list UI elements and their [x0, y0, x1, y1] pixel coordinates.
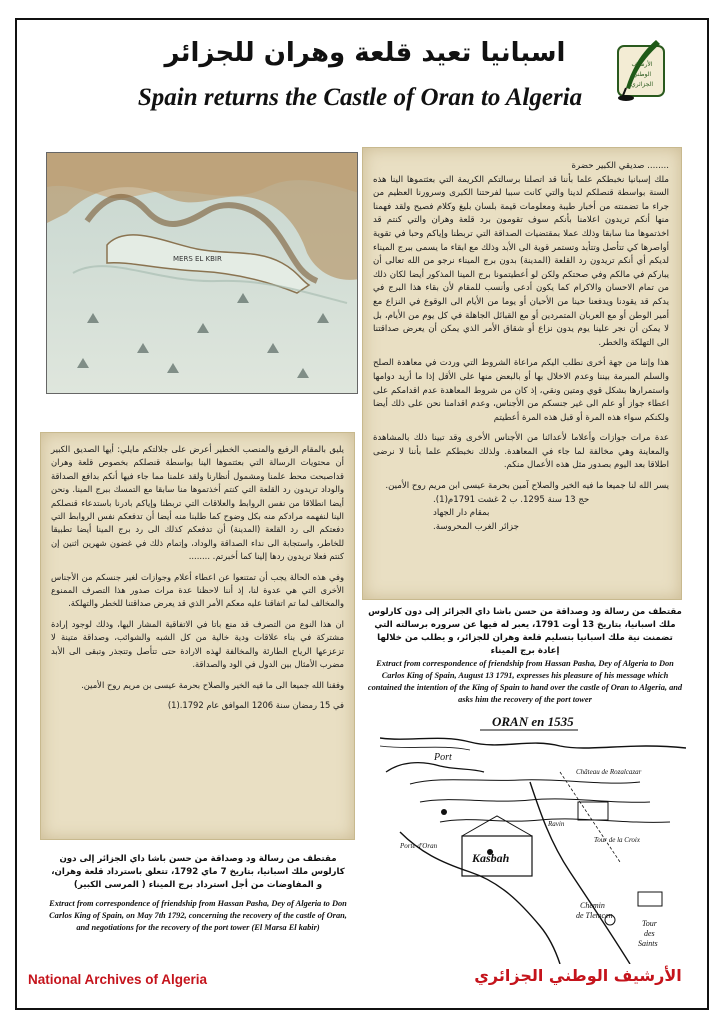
letter-1791-closing: يسر الله لنا جميعا ما فيه الخير والصلاح آمين بحرمة عيسى ابن مريم روح الأمين. — [385, 481, 669, 492]
page-title-ar: اسبانيا تعيد قلعة وهران للجزائر — [164, 38, 566, 68]
letter-1791 — [362, 147, 682, 600]
letter-1791-salutation: ........ صديقي الكبير حضرة — [571, 161, 669, 171]
caption-1791-en: Extract from correspondence of friendship from Hassan Pasha, Dey of Algeria to Don Carlos King of Spain, August 13 1791, expresses his pleasure of his message which contained the intention of the King of Spain to hand over the castle of Oran to Algeria, and asks him the recovery of the port tower — [367, 659, 683, 704]
letter-1792-paragraph: ان هذا النوع من التصرف قد منع باتا في الاتفاقية المشار اليها، وذلك لوجود إرادة مشتركة في بناء علاقات ودية خالية من كل الشبه والشوائب، وصداقة متينة لا تزعزعها الرياح الطارئة والمخالفة لهذه الارادة حتى تتأصل وتتجذر وتبقى الى الأبد مضرب الأمثال بين الدول في الود والصداقة. — [51, 618, 344, 670]
page-title-en: Spain returns the Castle of Oran to Algeria — [137, 84, 583, 111]
oran-1535-map — [380, 712, 686, 964]
svg-text:الأرشيف: الأرشيف — [631, 61, 653, 68]
caption-1792 — [48, 853, 348, 934]
caption-1792-en: Extract from correspondence of friendship from Hassan Pasha, Dey of Algeria to Don Carlos King of Spain, on May 7th 1792, concerning the recovery of the castle of Oran, and negotiations for the recovery of the port tower (El Marsa El kabir) — [49, 899, 347, 932]
svg-text:الوطني: الوطني — [632, 71, 652, 78]
caption-1792-ar: مقتطف من رسالة ود وصداقة من حسن باشا داي الجزائر إلى دون كارلوس ملك اسبانيا، بتاريخ 7 ماي 1792، تتعلق باسترداد قلعة وهران، و المفاوضات من أجل استرداد برج الميناء ( المرسى الكبير) — [51, 854, 345, 890]
old-map-label-port: Port — [434, 752, 452, 763]
letter-1791-paragraph: ملك إسبانيا نخبطكم علما بأننا قد اتصلنا برسالتكم الكريمة التي بعثتموها الينا هذه السنة بواسطة قنصلكم لدينا والتي كانت سببا لفرحتنا الكبرى وسرورنا العظيم من جراء ما تضمنته من أخبار طيبة ومعلومات قيمة بلسان بليغ وكلام فصيح ولقد فهمنا منها أنكم تريدون اعلامنا بأنكم سوف تقومون برد قلعة وهران والتي كنتم قد اخذتموها منا سابقا وذلك عملا بمقتضيات الصداقة التي تربطنا وإياكم وحبا في تقوية أواصرها كي تتأصل وتتأبد وتستمر قوية الى الأبد وذلك مع ابقاء ما يسمى ببرج الميناء لديكم أي أنكم تريدون رد القلعة (المدينة) بدون برج الميناء نرجو من الله تعالى أن يباركم في مالكم وفي صحتكم ولكن لو أعطيتمونا برج المينا المذكور أيضا لكان ذلك من تمام الاحسان والاكرام كما يكون أدعى وأنسب للمقام لأن بقاء هذا البرج في يدكم قد يقودنا ويدفعنا حينا من الأحيان أو يوما من الأيام الى الوقوع في النزاع مع أمير الوطن أو مع العربان المتمردين أو مع القبائل الجاهلة في كل يوم من الأيام، بل لا يمكن أن نجر علينا يوم يدون نزاع أو شقاق الأمر الذي يمكن أن يعرض صداقتنا الى التهلكة والخطر. — [373, 174, 669, 348]
letter-1791-paragraph: هذا وإننا من جهة أخرى نطلب اليكم مراعاة الشروط التي وردت في معاهدة الصلح والسلم المبرمة بيننا وعدم الاخلال بها أو بالبعض منها على الأقل إذا ما أريد دوامها واستمرارها بشكل قوي ومتين ونقي، إذ كان من شروط المعاهدة عدم اقدامكم على اعطاء جواز أو علم الى غير جنسكم من الأجناس، وعدم اقدامنا نحن على ذلك أيضا ولكنكم سواء هذه المرة أو قبل هذه المرة أعطيتم — [373, 358, 669, 423]
old-map-label-tour-fort: Tour de la Croix — [594, 836, 640, 844]
letter-1792-paragraph: وفي هذه الحالة يجب أن تمتنعوا عن اعطاء أعلام وجوازات لغير جنسكم من الأجناس الأخرى التي هي عدوة لنا، إذ أننا لاحظنا عدة مرات صدور هذا التصرف الممنوع والمخالف لما تم اتفاقنا عليه معكم الأمر الذي قد يعرض صداقتنا للخطر والتهلكة. — [51, 571, 344, 609]
letter-1791-date: حج 13 سنة 1295. ب 2 غشت 1791م(1). — [433, 494, 590, 505]
letter-1792-date: في 15 رمضان سنة 1206 الموافق عام 1792.(1) — [167, 699, 344, 710]
footer-archives-ar: الأرشيف الوطني الجزائري — [474, 966, 682, 985]
map-photo-label: MERS EL KBIR — [173, 255, 222, 263]
svg-text:الجزائري: الجزائري — [630, 81, 654, 88]
old-map-label-tour-3: Saints — [638, 939, 658, 948]
letter-1792-closing: وفقنا الله جميعا الى ما فيه الخير والصلاح بحرمة عيسى بن مريم روح الأمين. — [81, 679, 344, 690]
letter-1791-place: جزائر الغرب المحروسة. — [433, 521, 519, 532]
quill-logo-icon — [612, 36, 670, 106]
old-map-label-porte: Porte d'Oran — [400, 842, 438, 850]
old-map-label-tlemcen: de Tlemcen — [576, 911, 613, 920]
old-map-label-chateau: Château de Rozalcazar — [576, 768, 642, 776]
old-map-label-chemin: Chemin — [580, 901, 605, 910]
old-map-label-ravin: Ravin — [548, 820, 565, 828]
letter-1792-paragraph: يليق بالمقام الرفيع والمنصب الخطير أعرض على جلالتكم مايلي: أيها الصديق الكبير أن محتويات الرسالة التي بعثتموها الينا بواسطة قنصلكم بخصوص قلعة وهران قداصبحت محط علمنا ومشمول أنظارنا ولقد علمنا مما جاء فيها أنكم بدافع الصداقة والوداد تريدون رد القلعة التي كنتم أخذتموها منا سابقا مع التمسك ببرج المينا. ونحن أيضا انطلاقا من نفس الروابط والعلاقات التي تربطنا وإياكم بادرنا باستدعاء قنصلكم الينا لنفهمه مرادكم منه بكل وضوح كما طلبنا منه أيضا أن تدفعكم نفس الروابط التي دفعتكم الى رد القلعة (المدينة) أن تدفعكم كذلك الى رد برج المينا أيضا تطبيقا للخاطر، واستجابة الى نداء الصداقة والوداد، وإتمام ذلك في غضون شهرين اثنين إن كنتم فعلا تريدون ردها إلينا كما أخبرتم. ........ — [51, 444, 344, 562]
old-map-label-kasbah: Kasbah — [472, 851, 510, 865]
caption-1791 — [366, 606, 684, 706]
letter-1791-place: بمقام دار الجهاد — [433, 508, 490, 519]
old-map-title: ORAN en 1535 — [492, 714, 574, 729]
logo — [612, 36, 670, 106]
caption-1791-ar: مقتطف من رسالة ود وصداقة من حسن باشا داي الجزائر إلى دون كارلوس ملك اسبانيا، بتاريخ 13 أوت 1791، يعبر له فيها عن سروره برسالته التي تضمنت نية ملك اسبانيا بتسليم قلعة وهران للجزائر، و يطلب من خلالها إعادة برج الميناء — [368, 607, 682, 656]
relief-map-photo — [46, 152, 358, 394]
footer-archives-en: National Archives of Algeria — [28, 972, 208, 987]
old-map-label-tour-2: des — [644, 929, 655, 938]
letter-1791-paragraph: عدة مرات جوازات وأعلاما لأعدائنا من الأجناس الأخرى وقد تبينا ذلك بالمشاهدة والمعاينة وهي مخالفة لما جاء في المعاهدة. ولذلك نخبطكم علما بأننا لا نرضى اطلاقا بعد اليوم بصدور مثل هذه الأعمال منكم. — [373, 433, 669, 471]
old-map-label-tour-1: Tour — [642, 919, 657, 928]
letter-1792 — [40, 432, 355, 840]
